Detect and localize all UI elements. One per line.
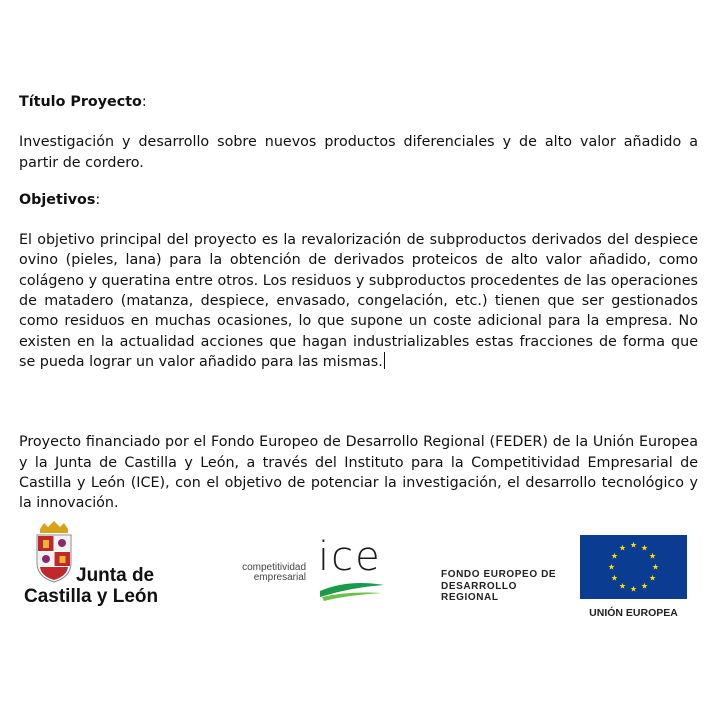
eu-label: UNIÓN EUROPEA [589,607,678,619]
eu-flag-icon [580,535,687,599]
title-heading: Título Proyecto: [19,94,147,110]
title-paragraph: Investigación y desarrollo sobre nuevos productos diferenciales y de alto valor añadido a partir de cordero. [19,134,698,171]
feder-line1: FONDO EUROPEO DE [441,569,557,580]
funding-paragraph: Proyecto financiado por el Fondo Europeo de Desarrollo Regional (FEDER) de la Unión Europea y la Junta de Castilla y León, a través del Instituto para la Competitividad Empresarial de Castilla y León (ICE), con el objetivo de potenciar la investigación, el desarrollo tecnológico y la innovación. [19,434,698,512]
objectives-heading: Objetivos: [19,191,101,208]
ice-swoosh-icon [318,581,388,601]
objectives-paragraph[interactable] [19,230,698,372]
ice-small-line2: empresarial [253,572,306,583]
objectives-label: Objetivos [19,191,96,208]
text-cursor [384,352,385,369]
eu-logo [580,535,687,625]
feder-logo [441,569,556,604]
jcyl-line1: Junta de [76,565,155,586]
feder-line3: REGIONAL [441,592,499,603]
ice-small-line1: competitividad [242,562,306,573]
logo-strip [0,515,720,625]
objectives-text: El objetivo principal del proyecto es la revalorización de subproductos derivados del despiece ovino (pieles, lana) para la obtención de derivados proteicos de alto valor añadido, como colágeno y queratina entre otros. Los residuos y subproductos procedentes de las operaciones de matadero (matanza, despiece, envasado, congelación, etc.) tienen que ser gestionados como residuos en muchas ocasiones, lo que supone un coste adicional para la empresa. No existen en la actualidad acciones que hagan industrializables estas fracciones de forma que se pueda lograr un valor añadido para las mismas. [19,232,698,370]
document-body [19,92,698,513]
jcyl-line2: Castilla y León [24,586,159,607]
ice-word: ice [318,534,382,580]
feder-line2: DESARROLLO [441,580,517,592]
ice-logo [226,534,391,605]
title-label: Título Proyecto [19,94,142,110]
jcyl-logo [22,519,172,609]
